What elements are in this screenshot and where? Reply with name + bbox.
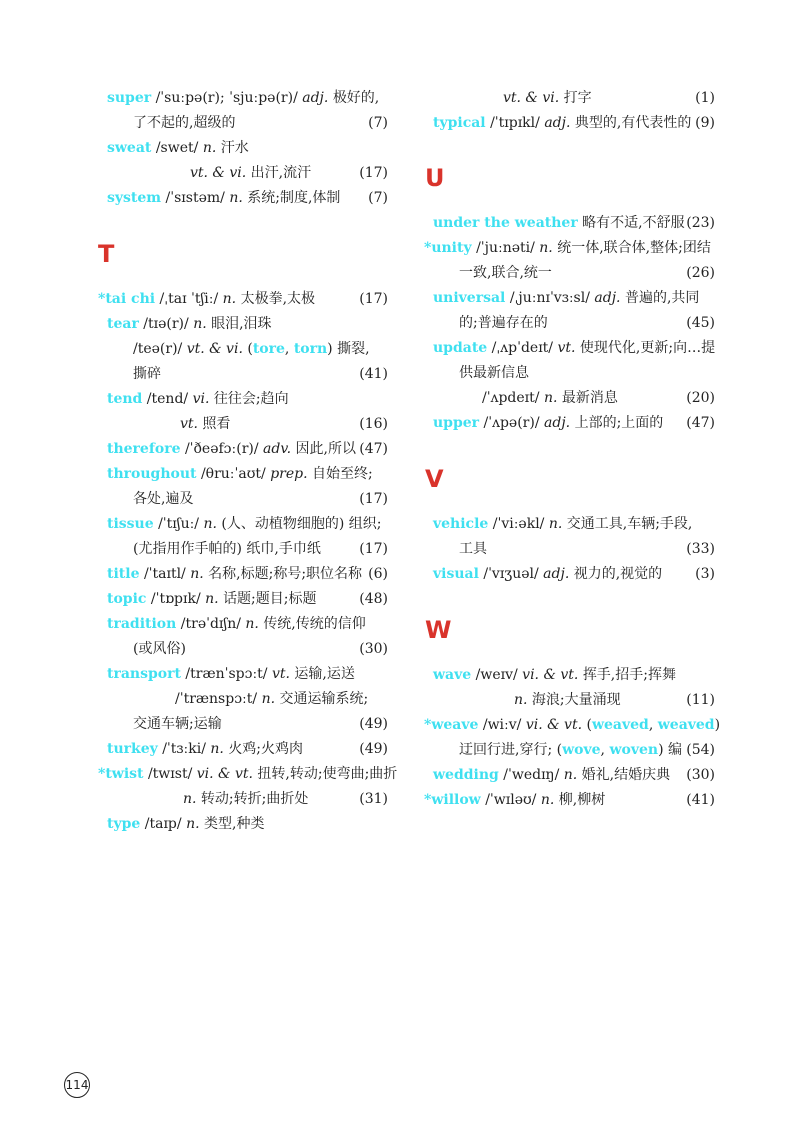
entry-therefore: therefore /ˈðeəfɔː(r)/ adv. 因此,所以 (107, 441, 356, 457)
entry-super: super /ˈsuːpə(r); ˈsjuːpə(r)/ adj. 极好的, (107, 90, 380, 106)
entry-system: system /ˈsɪstəm/ n. 系统;制度,体制 (107, 190, 341, 206)
entry-unity-cont: 一致,联合,统一 (459, 265, 552, 281)
entry-twist: *twist /twɪst/ vi. & vt. 扭转,转动;使弯曲;曲折 (98, 766, 398, 782)
page-ref: (33) (686, 541, 715, 557)
entry-title: title /ˈtaɪtl/ n. 名称,标题;称号;职位名称 (107, 566, 363, 582)
page-ref: (30) (359, 641, 388, 657)
entry-vehicle: vehicle /ˈviːəkl/ n. 交通工具,车辆;手段, (433, 516, 693, 532)
entry-weave-cont: 迂回行进,穿行; (wove, woven) 编 (459, 742, 682, 758)
entry-wave-sense2: n. 海浪;大量涌现 (514, 692, 621, 708)
page-ref: (49) (359, 716, 388, 732)
page-ref: (17) (359, 541, 388, 557)
page-ref: (41) (359, 366, 388, 382)
entry-tend: tend /tend/ vi. 往往会;趋向 (107, 391, 289, 407)
entry-type-cont: vt. & vi. 打字 (503, 90, 592, 106)
entry-under-the-weather: under the weather 略有不适,不舒服 (433, 215, 685, 231)
entry-transport-cont: 交通车辆;运输 (133, 716, 222, 732)
entry-turkey: turkey /ˈtɜːki/ n. 火鸡;火鸡肉 (107, 741, 304, 757)
section-letter-w: W (425, 616, 452, 644)
page-ref: (17) (359, 291, 388, 307)
entry-visual: visual /ˈvɪʒuəl/ adj. 视力的,视觉的 (433, 566, 663, 582)
page-ref: (7) (368, 190, 388, 206)
entry-type: type /taɪp/ n. 类型,种类 (107, 816, 265, 832)
page-ref: (6) (368, 566, 388, 582)
page-ref: (47) (686, 415, 715, 431)
page-ref: (45) (686, 315, 715, 331)
entry-super-cont: 了不起的,超级的 (133, 115, 236, 131)
page-ref: (49) (359, 741, 388, 757)
page-ref: (17) (359, 491, 388, 507)
page-ref: (30) (686, 767, 715, 783)
entry-weave: *weave /wiːv/ vi. & vt. (weaved, weaved) (424, 717, 721, 733)
page-ref: (47) (359, 441, 388, 457)
entry-tradition: tradition /trəˈdɪʃn/ n. 传统,传统的信仰 (107, 616, 366, 632)
entry-transport-sense2: /ˈtrænspɔːt/ n. 交通运输系统; (175, 691, 369, 707)
page-ref: (9) (695, 115, 715, 131)
entry-tend-sense2: vt. 照看 (180, 416, 231, 432)
page-ref: (31) (359, 791, 388, 807)
entry-upper: upper /ˈʌpə(r)/ adj. 上部的;上面的 (433, 415, 664, 431)
page-ref: (48) (359, 591, 388, 607)
entry-tai-chi: *tai chi /ˌtaɪ ˈtʃiː/ n. 太极拳,太极 (98, 291, 316, 307)
entry-tear-cont: 撕碎 (133, 366, 161, 382)
page-ref: (11) (686, 692, 715, 708)
page-ref: (16) (359, 416, 388, 432)
page-ref: (41) (686, 792, 715, 808)
entry-typical: typical /ˈtɪpɪkl/ adj. 典型的,有代表性的 (433, 115, 692, 131)
page-ref: (7) (368, 115, 388, 131)
entry-update-cont: 供最新信息 (459, 365, 529, 381)
page-ref: (54) (686, 742, 715, 758)
page-number: 114 (64, 1072, 90, 1098)
page-ref: (20) (686, 390, 715, 406)
page-ref: (1) (695, 90, 715, 106)
entry-willow: *willow /ˈwɪləʊ/ n. 柳,柳树 (424, 792, 606, 808)
page-ref: (3) (695, 566, 715, 582)
entry-wave: wave /weɪv/ vi. & vt. 挥手,招手;挥舞 (433, 667, 676, 683)
entry-wedding: wedding /ˈwedɪŋ/ n. 婚礼,结婚庆典 (433, 767, 671, 783)
entry-tissue: tissue /ˈtɪʃuː/ n. (人、动植物细胞的) 组织; (107, 516, 382, 532)
page-ref: (23) (686, 215, 715, 231)
entry-tissue-cont: (尤指用作手帕的) 纸巾,手巾纸 (133, 541, 321, 557)
section-letter-v: V (425, 465, 444, 493)
section-letter-u: U (425, 164, 445, 192)
entry-transport: transport /trænˈspɔːt/ vt. 运输,运送 (107, 666, 355, 682)
entry-throughout-cont: 各处,遍及 (133, 491, 194, 507)
entry-tradition-cont: (或风俗) (133, 641, 186, 657)
entry-throughout: throughout /θruːˈaʊt/ prep. 自始至终; (107, 466, 373, 482)
entry-unity: *unity /ˈjuːnəti/ n. 统一体,联合体,整体;团结 (424, 240, 711, 256)
entry-sweat: sweat /swet/ n. 汗水 (107, 140, 249, 156)
page-ref: (26) (686, 265, 715, 281)
entry-universal-cont: 的;普遍存在的 (459, 315, 548, 331)
entry-tear: tear /tɪə(r)/ n. 眼泪,泪珠 (107, 316, 272, 332)
entry-universal: universal /ˌjuːnɪˈvɜːsl/ adj. 普遍的,共同 (433, 290, 700, 306)
page-ref: (17) (359, 165, 388, 181)
section-letter-t: T (98, 240, 115, 268)
entry-twist-sense2: n. 转动;转折;曲折处 (183, 791, 309, 807)
entry-sweat-sense2: vt. & vi. 出汗,流汗 (190, 165, 312, 181)
entry-tear-sense2: /teə(r)/ vt. & vi. (tore, torn) 撕裂, (133, 341, 370, 357)
entry-update: update /ˌʌpˈdeɪt/ vt. 使现代化,更新;向…提 (433, 340, 716, 356)
entry-update-sense2: /ˈʌpdeɪt/ n. 最新消息 (482, 390, 618, 406)
entry-topic: topic /ˈtɒpɪk/ n. 话题;题目;标题 (107, 591, 317, 607)
entry-vehicle-cont: 工具 (459, 541, 487, 557)
